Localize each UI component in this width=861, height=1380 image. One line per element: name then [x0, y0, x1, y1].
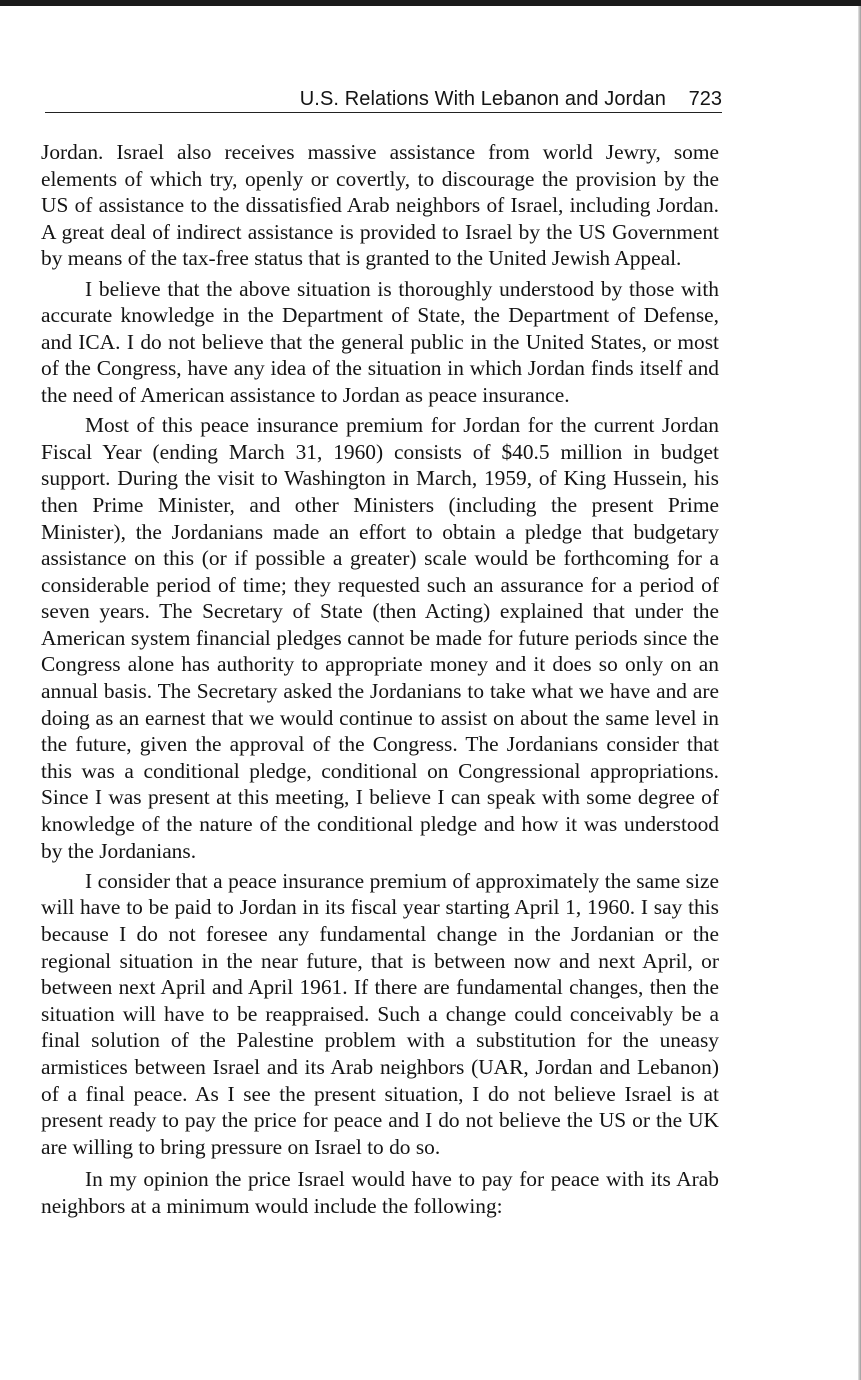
- running-head-title: U.S. Relations With Lebanon and Jordan: [299, 88, 666, 110]
- paragraph-peace-premium: I consider that a peace insurance premium of approximately the same size will have to be paid to Jordan in its fiscal year starting April 1, 1960. I say this because I do not foresee any fundamental change in the Jordanian or the regional situation in the near future, that is between now and next April, or between next April and April 1961. If there are fundamental changes, then the situation will have to be reappraised. Such a change could conceivably be a final solution of the Palestine problem with a substitution for the uneasy armistices between Israel and its Arab neighbors (UAR, Jordan and Lebanon) of a final peace. As I see the present situation, I do not believe Israel is at present ready to pay the price for peace and I do not believe the US or the UK are willing to bring pressure on Israel to do so.: [41, 868, 719, 1159]
- paragraph-public-awareness: I believe that the above situation is thoroughly understood by those with accurate knowledge in the Department of State, the Department of Defense, and ICA. I do not believe that the general public in the United States, or most of the Congress, have any idea of the situation in which Jordan finds itself and the need of American assistance to Jordan as peace insurance.: [41, 276, 719, 407]
- body-text: [41, 139, 719, 1223]
- page-top-edge: [0, 0, 861, 6]
- paragraph-continued: Jordan. Israel also receives massive assistance from world Jewry, some elements of which try, openly or covertly, to discourage the provision by the US of assistance to the dissatisfied Arab neighbors of Israel, including Jordan. A great deal of indirect assistance is provided to Israel by the US Government by means of the tax-free status that is granted to the United Jewish Appeal.: [41, 140, 719, 271]
- page-number: 723: [688, 88, 722, 110]
- running-head: [45, 82, 722, 113]
- paragraph-budget-support: Most of this peace insurance premium for Jordan for the current Jordan Fiscal Year (ending March 31, 1960) consists of $40.5 million in budget support. During the visit to Washington in March, 1959, of King Hussein, his then Prime Minister, and other Ministers (including the present Prime Minister), the Jordanians made an effort to obtain a pledge that budgetary assistance on this (or if possible a greater) scale would be forthcoming for a considerable period of time; they requested such an assurance for a period of seven years. The Secretary of State (then Acting) explained that under the American system financial pledges cannot be made for future periods since the Congress alone has authority to appropriate money and it does so only on an annual basis. The Secretary asked the Jordanians to take what we have and are doing as an earnest that we would continue to assist on about the same level in the future, given the approval of the Congress. The Jordanians consider that this was a conditional pledge, conditional on Congressional appropriations. Since I was present at this meeting, I believe I can speak with some degree of knowledge of the nature of the conditional pledge and how it was understood by the Jordanians.: [41, 413, 719, 863]
- paragraph-price-of-peace: In my opinion the price Israel would have to pay for peace with its Arab neighbors at a minimum would include the following:: [41, 1167, 719, 1218]
